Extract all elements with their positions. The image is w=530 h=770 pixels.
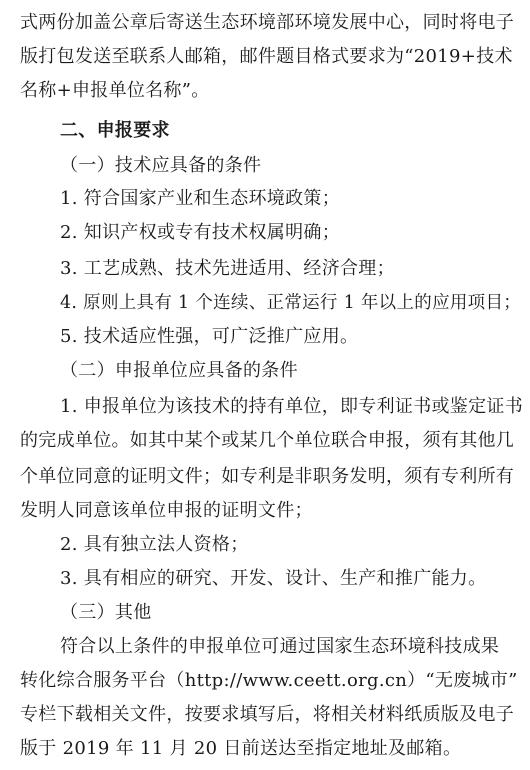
part2-item1-line: 的完成单位。如其中某个或某几个单位联合申报，须有其他几 xyxy=(20,430,515,451)
part1-item: 2. 知识产权或专有技术权属明确； xyxy=(60,222,340,243)
part3-line: 专栏下载相关文件，按要求填写后，将相关材料纸质版及电子 xyxy=(20,704,515,725)
part2-title: （二）申报单位应具备的条件 xyxy=(60,360,298,381)
part2-item1-line: 个单位同意的证明文件；如专利是非职务发明，须有专利所有 xyxy=(20,466,515,487)
part3-line: 符合以上条件的申报单位可通过国家生态环境科技成果 xyxy=(60,636,500,657)
part2-item1-line: 1. 申报单位为该技术的持有单位，即专利证书或鉴定证书 xyxy=(60,396,523,417)
part1-item: 1. 符合国家产业和生态环境政策； xyxy=(60,188,340,209)
section-title: 二、申报要求 xyxy=(60,120,170,141)
part1-item: 5. 技术适应性强，可广泛推广应用。 xyxy=(60,326,359,347)
part2-item3: 3. 具有相应的研究、开发、设计、生产和推广能力。 xyxy=(60,568,487,589)
intro-line: 式两份加盖公章后寄送生态环境部环境发展中心，同时将电子 xyxy=(20,12,515,33)
part3-title: （三）其他 xyxy=(60,602,152,623)
intro-line: 版打包发送至联系人邮箱，邮件题目格式要求为“2019+技术 xyxy=(20,46,513,67)
part1-item: 3. 工艺成熟、技术先进适用、经济合理； xyxy=(60,258,395,279)
intro-line: 名称+申报单位名称”。 xyxy=(20,80,210,101)
part3-line: 转化综合服务平台（http://www.ceett.org.cn）“无废城市” xyxy=(20,670,518,691)
part3-line: 版于 2019 年 11 月 20 日前送达至指定地址及邮箱。 xyxy=(20,738,462,759)
part1-item: 4. 原则上具有 1 个连续、正常运行 1 年以上的应用项目； xyxy=(60,293,522,313)
part2-item1-line: 发明人同意该单位申报的证明文件； xyxy=(20,500,313,521)
part2-item2: 2. 具有独立法人资格； xyxy=(60,534,249,555)
part1-title: （一）技术应具备的条件 xyxy=(60,155,262,176)
